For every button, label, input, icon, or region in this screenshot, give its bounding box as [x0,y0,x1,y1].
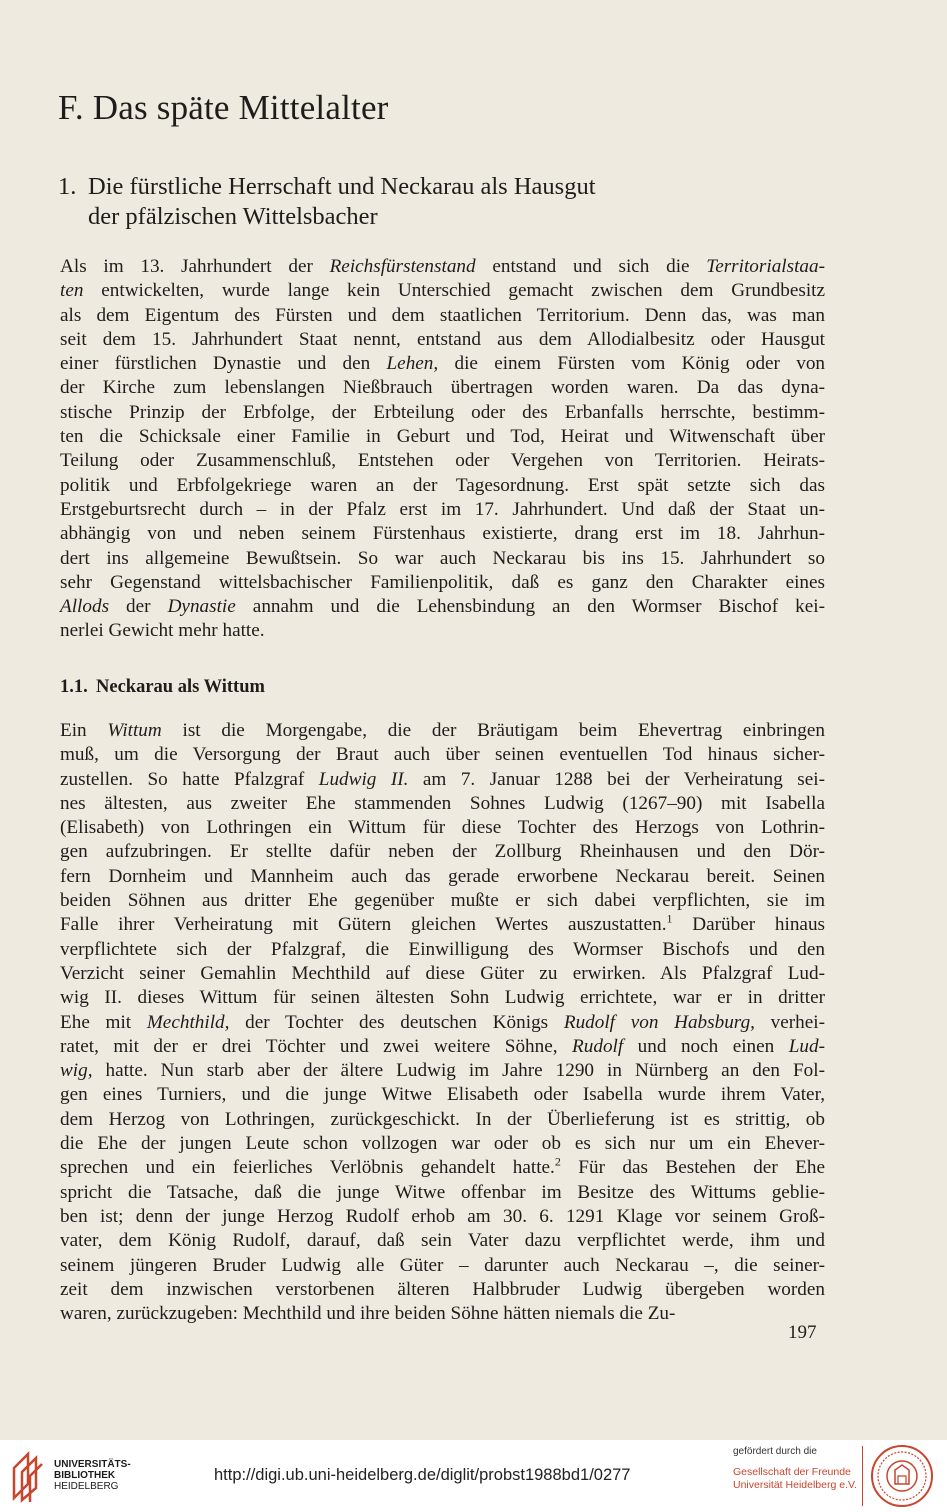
chapter-title: F. Das späte Mittelalter [58,88,389,127]
footer-divider [862,1446,863,1506]
text-line: wig, hatte. Nun starb aber der ältere Ludwig im Jahre 1290 in Nürnberg an den Fol- [60,1060,825,1082]
text-line: Teilung oder Zusammenschluß, Entstehen oder Vergehen von Territorien. Heirats- [60,450,825,472]
sponsor-name [733,1466,857,1492]
footnote-marker[interactable]: 1 [666,911,673,926]
italic-term: Territorialstaa- [706,256,825,277]
library-name [54,1459,131,1492]
italic-term: Wittum [107,720,162,741]
italic-term: Rudolf [572,1035,624,1057]
text-line: ten die Schicksale einer Familie in Geburt und Tod, Heirat und Witwenschaft über [60,426,825,448]
section-title-line1: Die fürstliche Herrschaft und Neckarau als Hausgut [88,173,596,200]
text-line: seit dem 15. Jahrhundert Staat nennt, entstand aus dem Allodialbesitz oder Hausgut [60,328,825,350]
text-line: dem Herzog von Lothringen, zurückgeschickt. In der Überlieferung ist es strittig, ob [60,1108,825,1130]
text-line: Falle ihrer Verheiratung mit Gütern gleichen Wertes auszustatten.$^1$ Darüber hinaus [60,911,826,936]
italic-term: Dynastie [167,596,236,618]
text-line: zeit dem inzwischen verstorbenen älteren Halbbruder Ludwig übergeben worden [60,1278,825,1300]
italic-term: Lehen, [386,353,439,375]
text-line: verpflichtete sich der Pfalzgraf, die Einwilligung des Wormser Bischofs und den [60,938,825,960]
text-line: Erstgeburtsrecht durch – in der Pfalz erst im 17. Jahrhundert. Und daß der Staat un- [60,498,825,520]
text-line: wig II. dieses Wittum für seinen ältesten Sohn Ludwig errichtete, war er in dritter [60,987,825,1009]
text-line: dert ins allgemeine Bewußtsein. So war auch Neckarau bis ins 15. Jahrhundert so [60,547,825,569]
text-line: als dem Eigentum des Fürsten und dem staatlichen Territorium. Denn das, was man [60,304,825,326]
digitization-footer [0,1440,947,1512]
text-line: ben ist; denn der junge Herzog Rudolf erhob am 30. 6. 1291 Klage vor seinem Groß- [60,1205,825,1227]
library-logo-icon [8,1448,48,1504]
library-name-line2: BIBLIOTHEK [54,1470,116,1481]
library-name-line1: UNIVERSITÄTS- [54,1459,131,1470]
text-line: muß, um die Versorgung der Braut auch über seinen eventuellen Tod hinaus sicher- [60,744,825,766]
text-line: Ehe mit Mechthild, der Tochter des deutschen Königs Rudolf von Habsburg, verhei- [60,1011,825,1033]
italic-term: Mechthild, [146,1011,230,1033]
text-line: beiden Söhnen aus dritter Ehe gegenüber mußte er sich dabei verpflichten, sie im [60,890,825,912]
text-line: nes ältesten, aus zweiter Ehe stammenden Sohnes Ludwig (1267–90) mit Isabella [60,792,825,814]
subsection-number: 1.1. [60,677,88,697]
paragraph-2 [60,719,825,1326]
text-line: ten entwickelten, wurde lange kein Unterschied gemacht zwischen dem Grundbesitz [60,280,825,302]
text-line: sehr Gegenstand wittelsbachischer Familienpolitik, daß es ganz den Charakter eines [60,571,825,593]
subsection-heading [60,677,265,698]
section-number: 1. [58,173,77,200]
funded-by-label: gefördert durch die [733,1446,817,1457]
italic-term: Rudolf von Habsburg, [563,1011,755,1033]
text-line: zustellen. So hatte Pfalzgraf Ludwig II. am 7. Januar 1288 bei der Verheiratung sei- [60,768,825,790]
italic-term: ten [60,280,84,302]
text-line: Verzicht seiner Gemahlin Mechthild auf diese Güter zu erwirken. Als Pfalzgraf Lud- [60,962,825,984]
text-line: spricht die Tatsache, daß die junge Witwe offenbar im Besitze des Wittums geblie- [60,1181,825,1203]
university-seal-icon [870,1444,934,1508]
text-line: politik und Erbfolgekriege waren an der Tagesordnung. Erst spät setzte sich das [60,474,825,496]
italic-term: Lud- [788,1035,825,1057]
text-line: Als im 13. Jahrhundert der Reichsfürstenstand entstand und sich die Territorialstaa- [60,256,825,277]
italic-term: wig, [60,1060,93,1082]
permalink-url[interactable]: http://digi.ub.uni-heidelberg.de/diglit/probst1988bd1/0277 [214,1466,631,1484]
text-line: der Kirche zum lebenslangen Nießbrauch übertragen worden waren. Da das dyna- [60,377,825,399]
text-line: abhängig von und neben seinem Fürstenhaus existierte, drang erst im 18. Jahrhun- [60,523,825,545]
italic-term: Reichsfürstenstand [329,256,476,277]
text-line: sprechen und ein feierliches Verlöbnis gehandelt hatte.$^2$ Für das Bestehen der Ehe [60,1154,825,1179]
section-heading [58,172,838,232]
text-line: stische Prinzip der Erbfolge, der Erbteilung oder des Erbanfalls herrschte, bestimm- [60,401,825,423]
text-line: waren, zurückzugeben: Mechthild und ihre beiden Söhne hätten niemals die Zu- [60,1303,676,1325]
footnote-marker[interactable]: 2 [554,1154,561,1169]
paragraph-1 [60,255,825,644]
text-line: vater, dem König Rudolf, darauf, daß sein Vater dazu verpflichtet werde, ihm und [60,1230,825,1252]
text-line: seinem jüngeren Bruder Ludwig alle Güter – darunter auch Neckarau –, die seiner- [60,1254,825,1276]
library-name-line3: HEIDELBERG [54,1481,119,1492]
text-line: fern Dornheim und Mannheim auch das gerade erworbene Neckarau bereit. Seinen [60,865,825,887]
italic-term: Ludwig II. [318,768,409,790]
text-line: Allods der Dynastie annahm und die Lehensbindung an den Wormser Bischof kei- [60,596,826,618]
section-title-line2: der pfälzischen Wittelsbacher [88,203,378,230]
italic-term: Allods [60,596,110,618]
text-line: einer fürstlichen Dynastie und den Lehen, die einem Fürsten vom König oder von [60,353,826,375]
text-line: gen eines Turniers, und die junge Witwe Elisabeth oder Isabella wurde ihrem Vater, [60,1084,825,1106]
text-line: nerlei Gewicht mehr hatte. [60,620,265,642]
sponsor-line1: Gesellschaft der Freunde [733,1466,851,1478]
text-line: Ein Wittum ist die Morgengabe, die der Bräutigam beim Ehevertrag einbringen [60,720,825,741]
sponsor-line2: Universität Heidelberg e.V. [733,1479,857,1491]
subsection-title: Neckarau als Wittum [96,677,265,697]
text-line: gen aufzubringen. Er stellte dafür neben der Zollburg Rheinhausen und den Dör- [60,841,825,863]
text-line: die Ehe der jungen Leute schon vollzogen war oder ob es sich nur um ein Ehever- [60,1133,825,1155]
text-line: ratet, mit der er drei Töchter und zwei weitere Söhne, Rudolf und noch einen Lud- [60,1035,825,1057]
page-number: 197 [788,1322,817,1343]
text-line: (Elisabeth) von Lothringen ein Wittum für diese Tochter des Herzogs von Lothrin- [60,817,825,839]
